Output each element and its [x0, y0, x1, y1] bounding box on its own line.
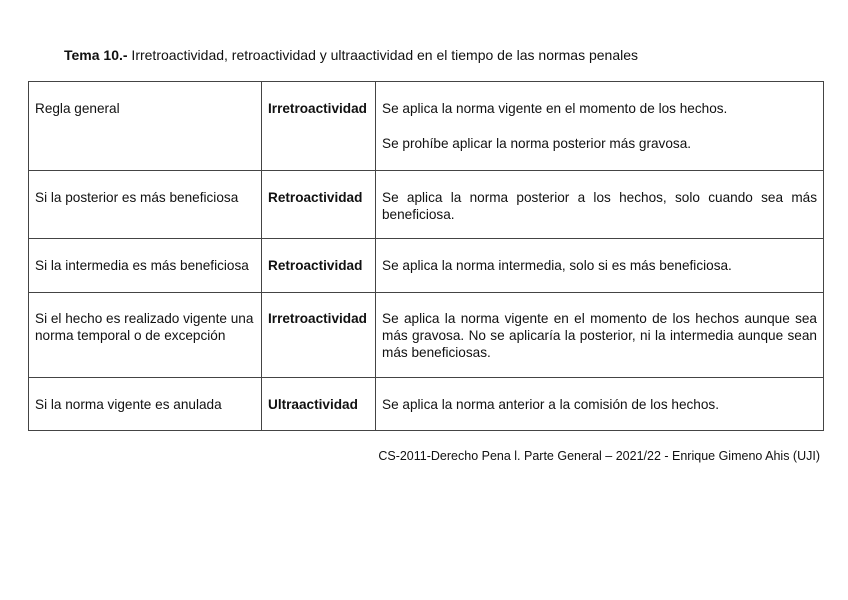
description-text: Se aplica la norma vigente en el momento de los hechos aunque sea más gravosa. No se aplicaría la posterior, ni la intermedia aunque sean más beneficiosas. [382, 311, 817, 360]
description-text: Se aplica la norma posterior a los hechos, solo cuando sea más beneficiosa. [382, 190, 817, 222]
description-cell [376, 171, 824, 239]
rule-cell: Irretroactividad [262, 82, 376, 171]
rules-table [28, 81, 824, 431]
condition-cell: Si la posterior es más beneficiosa [29, 171, 262, 239]
description-text: Se aplica la norma anterior a la comisión de los hechos. [382, 397, 720, 412]
condition-cell: Regla general [29, 82, 262, 171]
description-cell [376, 293, 824, 378]
condition-cell: Si el hecho es realizado vigente una norma temporal o de excepción [29, 293, 262, 378]
page-footer: CS-2011-Derecho Pena l. Parte General – 2021/22 - Enrique Gimeno Ahis (UJI) [378, 449, 820, 463]
table-row [29, 378, 824, 431]
rule-cell: Retroactividad [262, 171, 376, 239]
rule-cell: Ultraactividad [262, 378, 376, 431]
title-topic-number: Tema 10.- [64, 47, 128, 63]
condition-cell: Si la intermedia es más beneficiosa [29, 239, 262, 293]
description-text: Se aplica la norma vigente en el momento de los hechos. [382, 101, 728, 116]
description-cell [376, 82, 824, 171]
condition-cell: Si la norma vigente es anulada [29, 378, 262, 431]
description-text: Se aplica la norma intermedia, solo si es más beneficiosa. [382, 258, 732, 273]
rule-cell: Irretroactividad [262, 293, 376, 378]
table-row [29, 239, 824, 293]
description-cell [376, 239, 824, 293]
description-text: Se prohíbe aplicar la norma posterior más gravosa. [382, 136, 692, 151]
description-cell [376, 378, 824, 431]
title-topic-text: Irretroactividad, retroactividad y ultraactividad en el tiempo de las normas penales [127, 47, 639, 63]
table-row [29, 82, 824, 171]
page-title [64, 47, 638, 63]
table-row [29, 171, 824, 239]
table-row [29, 293, 824, 378]
rule-cell: Retroactividad [262, 239, 376, 293]
